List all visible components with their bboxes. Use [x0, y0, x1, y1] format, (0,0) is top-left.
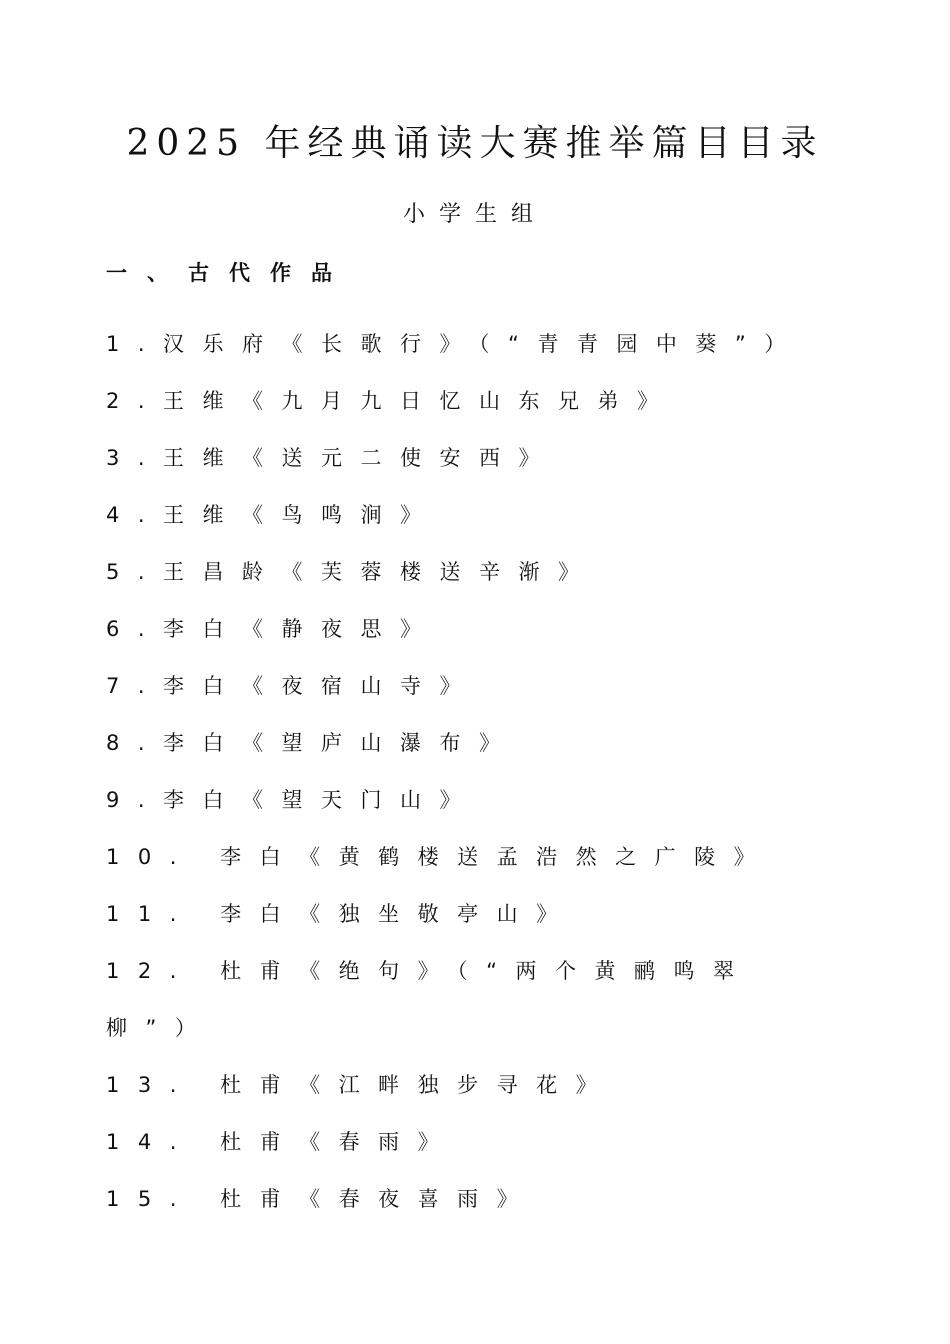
list-item: 6.李白《静夜思》	[106, 617, 440, 641]
list-item: 12. 杜甫《绝句》（“两个黄鹂鸣翠	[106, 959, 753, 983]
list-item: 2.王维《九月九日忆山东兄弟》	[106, 389, 677, 413]
list-item: 14. 杜甫《春雨》	[106, 1130, 458, 1154]
page-subtitle: 小学生组	[402, 202, 547, 227]
list-item: 3.王维《送元二使安西》	[106, 446, 559, 470]
list-item: 11. 李白《独坐敬亭山》	[106, 902, 576, 926]
list-item: 10. 李白《黄鹤楼送孟浩然之广陵》	[106, 845, 774, 869]
list-item: 4.王维《鸟鸣涧》	[106, 503, 440, 527]
list-item: 9.李白《望天门山》	[106, 788, 480, 812]
list-item: 7.李白《夜宿山寺》	[106, 674, 480, 698]
page-title: 2025 年经典诵读大赛推举篇目目录	[126, 123, 824, 164]
list-item: 8.李白《望庐山瀑布》	[106, 731, 519, 755]
list-item: 15. 杜甫《春夜喜雨》	[106, 1187, 537, 1211]
recommended-works-list	[106, 327, 906, 1239]
list-item: 5.王昌龄《芙蓉楼送辛渐》	[106, 560, 598, 584]
list-item: 13. 杜甫《江畔独步寻花》	[106, 1073, 616, 1097]
list-item-continuation: 柳”）	[106, 1016, 215, 1040]
list-item: 1.汉乐府《长歌行》（“青青园中葵”）	[106, 332, 804, 356]
section-heading: 一、古代作品	[106, 261, 352, 285]
